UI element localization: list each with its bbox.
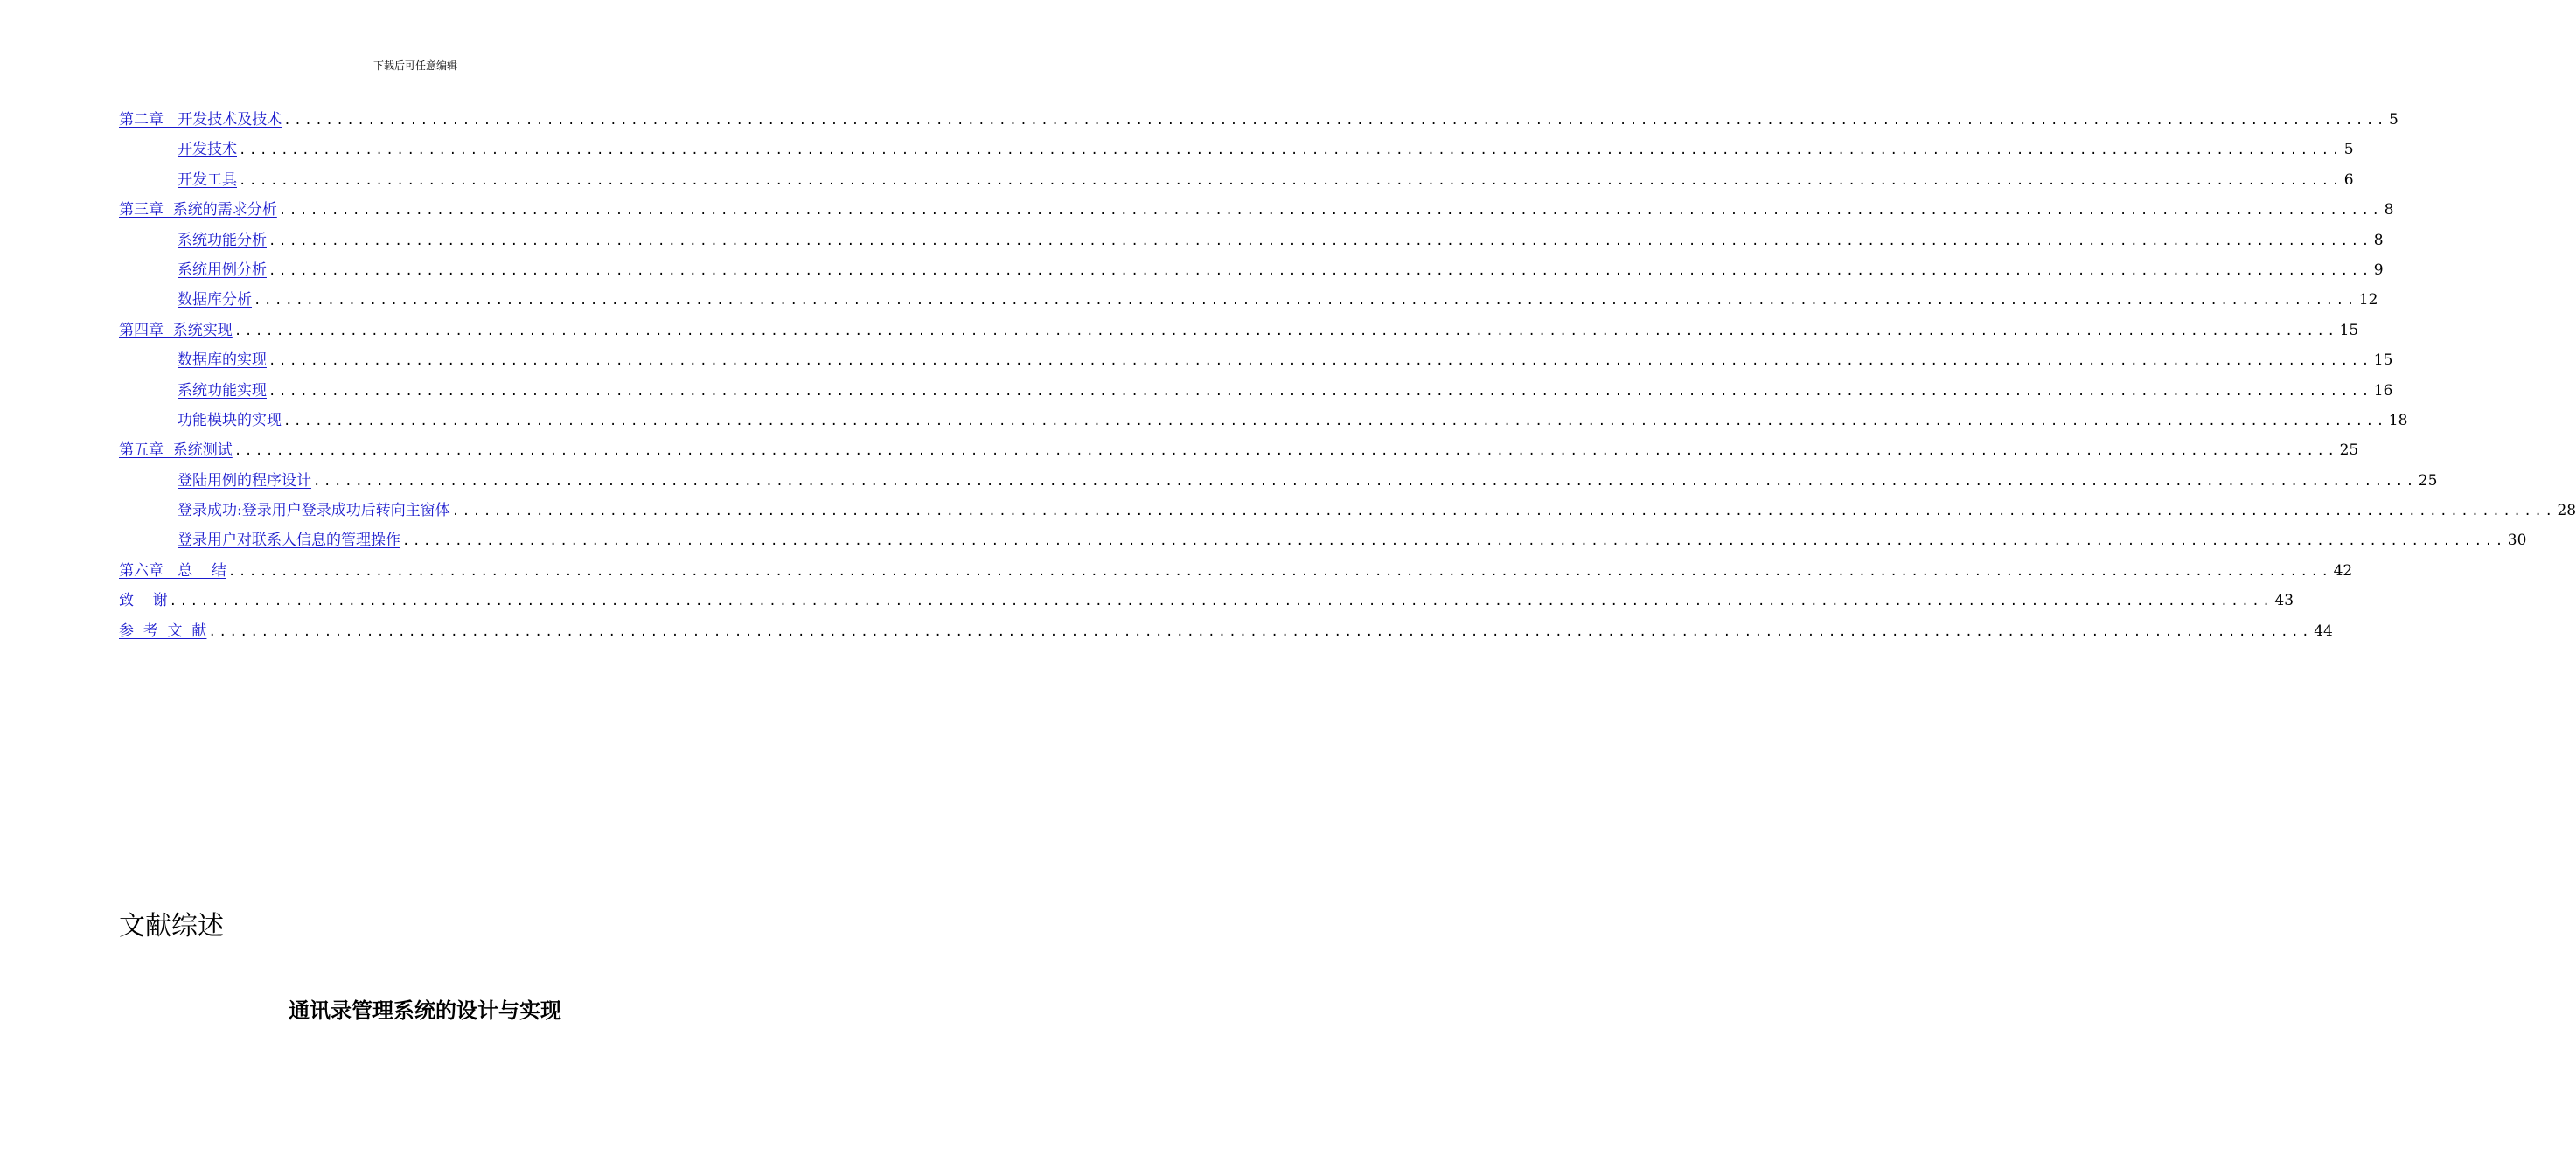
toc-page-number: 18 bbox=[2388, 411, 2408, 429]
toc-page-number: 44 bbox=[2314, 622, 2333, 640]
toc-entry[interactable] bbox=[119, 316, 2359, 345]
toc-leader-dots: ........................................................................................................................................................................................................ bbox=[239, 173, 2343, 188]
toc-entry-link[interactable]: 系统功能分析 bbox=[178, 231, 267, 249]
toc-page-number: 12 bbox=[2358, 291, 2378, 309]
toc-leader-dots: ........................................................................................................................................................................................................ bbox=[268, 263, 2372, 278]
toc-leader-dots: ........................................................................................................................................................................................................ bbox=[239, 143, 2343, 158]
toc-entry-link[interactable]: 系统用例分析 bbox=[178, 261, 267, 279]
toc-entry-link[interactable]: 参 考 文 献 bbox=[119, 622, 207, 640]
toc-leader-dots: ........................................................................................................................................................................................................ bbox=[268, 354, 2372, 369]
toc-leader-dots: ........................................................................................................................................................................................................ bbox=[451, 504, 2556, 519]
toc-entry[interactable] bbox=[119, 616, 2333, 646]
toc-leader-dots: ........................................................................................................................................................................................................ bbox=[278, 204, 2383, 219]
toc-page-number: 25 bbox=[2339, 441, 2359, 460]
toc-leader-dots: ........................................................................................................................................................................................................ bbox=[268, 233, 2372, 248]
toc-page-number: 8 bbox=[2384, 201, 2394, 219]
toc-entry[interactable] bbox=[119, 165, 2354, 195]
toc-entry[interactable] bbox=[119, 496, 2576, 525]
toc-leader-dots: ........................................................................................................................................................................................................ bbox=[169, 594, 2273, 609]
toc-page-number: 25 bbox=[2418, 471, 2438, 490]
toc-entry[interactable] bbox=[119, 466, 2438, 496]
toc-leader-dots: ........................................................................................................................................................................................................ bbox=[402, 534, 2506, 549]
toc-leader-dots: ........................................................................................................................................................................................................ bbox=[227, 564, 2332, 579]
toc-entry-link[interactable]: 登录用户对联系人信息的管理操作 bbox=[178, 532, 400, 550]
toc-leader-dots: ........................................................................................................................................................................................................ bbox=[208, 624, 2313, 639]
toc-page-number: 6 bbox=[2343, 170, 2354, 189]
toc-entry-link[interactable]: 第三章 系统的需求分析 bbox=[119, 201, 277, 219]
toc-page-number: 42 bbox=[2333, 561, 2353, 580]
toc-page-number: 28 bbox=[2557, 502, 2576, 520]
toc-leader-dots: ........................................................................................................................................................................................................ bbox=[268, 384, 2372, 399]
page-header: 下载后可任意编辑 bbox=[372, 59, 457, 72]
toc-entry-link[interactable]: 登录成功:登录用户登录成功后转向主窗体 bbox=[178, 502, 450, 520]
toc-entry-link[interactable]: 致 谢 bbox=[119, 592, 168, 610]
toc-entry-link[interactable]: 数据库的实现 bbox=[178, 351, 267, 370]
toc-page-number: 9 bbox=[2373, 261, 2384, 279]
toc-leader-dots: ........................................................................................................................................................................................................ bbox=[313, 474, 2417, 489]
toc-entry[interactable] bbox=[119, 105, 2398, 135]
toc-page-number: 5 bbox=[2388, 111, 2398, 129]
toc-entry[interactable] bbox=[119, 406, 2408, 435]
toc-page-number: 5 bbox=[2343, 141, 2354, 159]
toc-page-number: 16 bbox=[2373, 381, 2393, 400]
toc-entry[interactable] bbox=[119, 525, 2527, 555]
toc-entry[interactable] bbox=[119, 345, 2393, 375]
toc-entry-link[interactable]: 第五章 系统测试 bbox=[119, 441, 233, 460]
paper-title: 通讯录管理系统的设计与实现 bbox=[289, 998, 561, 1023]
toc-entry[interactable] bbox=[119, 195, 2394, 225]
toc-page-number: 8 bbox=[2373, 231, 2384, 249]
toc-entry-link[interactable]: 第四章 系统实现 bbox=[119, 321, 233, 339]
toc-entry-link[interactable]: 登陆用例的程序设计 bbox=[178, 471, 311, 490]
toc-entry-link[interactable]: 开发技术 bbox=[178, 141, 237, 159]
toc-leader-dots: ........................................................................................................................................................................................................ bbox=[233, 444, 2338, 459]
toc-page-number: 30 bbox=[2507, 532, 2527, 550]
toc-entry[interactable] bbox=[119, 376, 2393, 406]
toc-entry[interactable] bbox=[119, 586, 2294, 615]
toc-leader-dots: ........................................................................................................................................................................................................ bbox=[233, 323, 2338, 338]
toc-leader-dots: ........................................................................................................................................................................................................ bbox=[283, 414, 2387, 428]
toc-entry-link[interactable]: 数据库分析 bbox=[178, 291, 252, 309]
toc-entry[interactable] bbox=[119, 255, 2384, 285]
toc-entry[interactable] bbox=[119, 435, 2359, 465]
toc-entry[interactable] bbox=[119, 135, 2354, 164]
toc-entry-link[interactable]: 系统功能实现 bbox=[178, 381, 267, 400]
toc-page-number: 15 bbox=[2373, 351, 2393, 370]
toc-entry[interactable] bbox=[119, 226, 2384, 255]
table-of-contents bbox=[119, 105, 2576, 646]
toc-entry-link[interactable]: 第二章 开发技术及技术 bbox=[119, 111, 282, 129]
toc-page-number: 43 bbox=[2274, 592, 2294, 610]
section-heading: 文献综述 bbox=[119, 911, 224, 942]
toc-page-number: 15 bbox=[2339, 321, 2359, 339]
toc-entry[interactable] bbox=[119, 556, 2353, 586]
toc-leader-dots: ........................................................................................................................................................................................................ bbox=[283, 114, 2387, 128]
toc-entry-link[interactable]: 功能模块的实现 bbox=[178, 411, 282, 429]
toc-entry[interactable] bbox=[119, 285, 2378, 315]
toc-leader-dots: ........................................................................................................................................................................................................ bbox=[254, 294, 2357, 309]
toc-entry-link[interactable]: 第六章 总 结 bbox=[119, 561, 226, 580]
toc-entry-link[interactable]: 开发工具 bbox=[178, 170, 237, 189]
